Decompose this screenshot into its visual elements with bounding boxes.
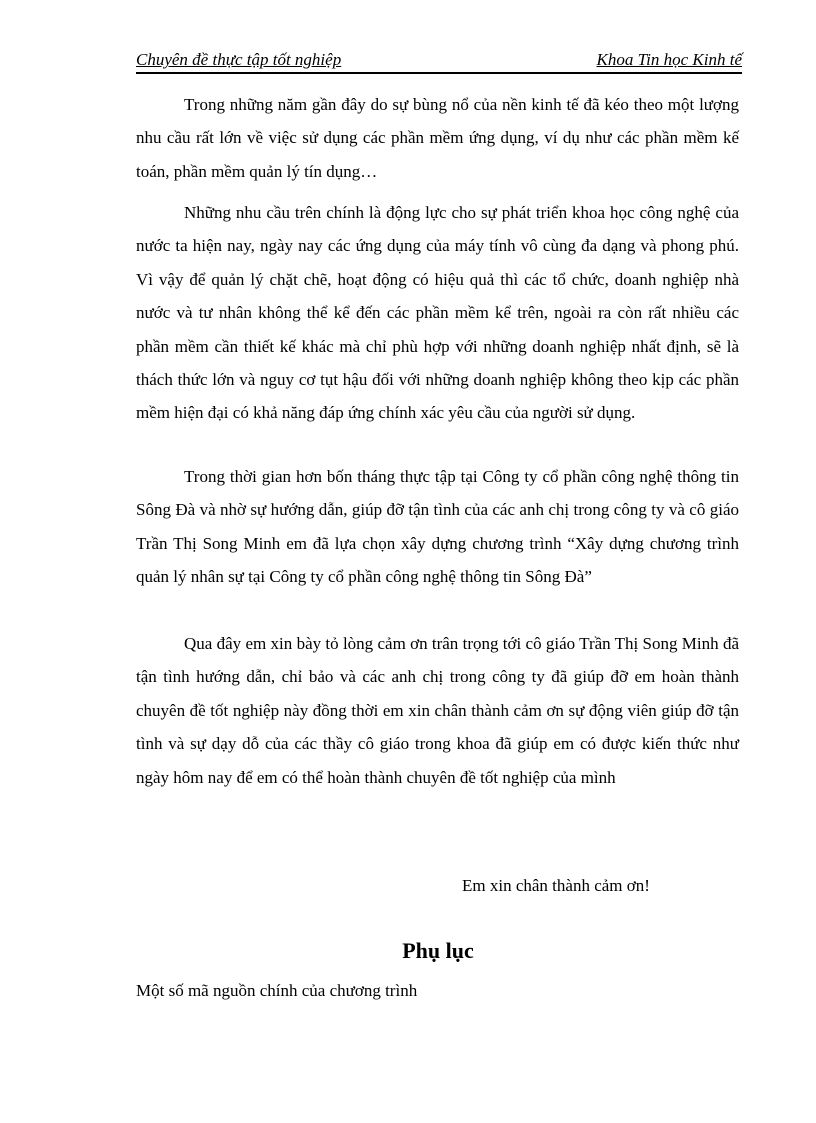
body-paragraph: Trong thời gian hơn bốn tháng thực tập tại Công ty cổ phần công nghệ thông tin Sông Đà và nhờ sự hướng dẫn, giúp đỡ tận tình của các anh chị trong công ty và cô giáo Trần Thị Song Minh em đã lựa chọn xây dựng chương trình “Xây dựng chương trình quản lý nhân sự tại Công ty cổ phần công nghệ thông tin Sông Đà” <box>136 467 739 587</box>
body-paragraph: Qua đây em xin bày tỏ lòng cảm ơn trân trọng tới cô giáo Trần Thị Song Minh đã tận tình hướng dẫn, chỉ bảo và các anh chị trong công ty đã giúp đỡ em hoàn thành chuyên đề tốt nghiệp này đồng thời em xin chân thành cảm ơn sự động viên giúp đỡ tận tình và sự dạy dỗ của các thầy cô giáo trong khoa đã giúp em có được kiến thức như ngày hôm nay để em có thể hoàn thành chuyên đề tốt nghiệp của mình <box>136 634 739 787</box>
closing-line: Em xin chân thành cảm ơn! <box>462 876 650 895</box>
page-header <box>136 50 742 74</box>
body-paragraph: Trong những năm gần đây do sự bùng nổ của nền kinh tế đã kéo theo một lượng nhu cầu rất lớn về việc sử dụng các phần mềm ứng dụng, ví dụ như các phần mềm kế toán, phần mềm quản lý tín dụng… <box>136 95 739 181</box>
body-paragraph: Những nhu cầu trên chính là động lực cho sự phát triển khoa học công nghệ của nước ta hiện nay, ngày nay các ứng dụng của máy tính vô cùng đa dạng và phong phú. Vì vậy để quản lý chặt chẽ, hoạt động có hiệu quả thì các tổ chức, doanh nghiệp nhà nước và tư nhân không thể kể đến các phần mềm kể trên, ngoài ra còn rất nhiều các phần mềm cần thiết kế khác mà chỉ phù hợp với những doanh nghiệp nhất định, sẽ là thách thức lớn và nguy cơ tụt hậu đối với những doanh nghiệp không theo kịp các phần mềm hiện đại có khả năng đáp ứng chính xác yêu cầu của người sử dụng. <box>136 203 739 423</box>
appendix-title: Phụ lục <box>402 938 474 963</box>
appendix-subtitle: Một số mã nguồn chính của chương trình <box>136 981 418 1000</box>
header-left-text: Chuyên đề thực tập tốt nghiệp <box>136 50 342 69</box>
header-right-text: Khoa Tin học Kinh tế <box>596 50 742 69</box>
